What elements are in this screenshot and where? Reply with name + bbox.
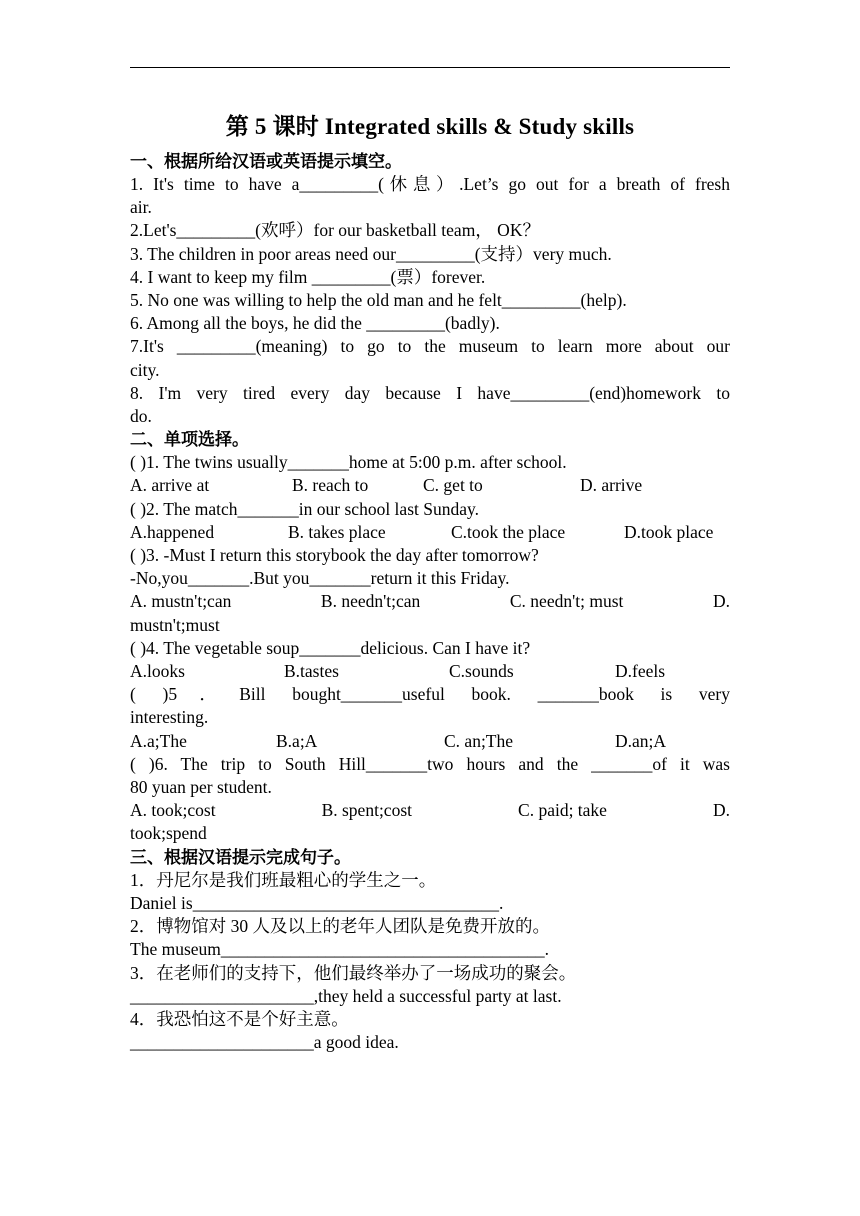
section-heading-fill-blanks: 一、根据所给汉语或英语提示填空。	[130, 152, 402, 171]
option-b: B.a;A	[276, 730, 318, 751]
option-b: B. reach to	[292, 475, 369, 496]
mc-question	[130, 544, 730, 637]
option-a: A. took;cost	[130, 800, 216, 821]
translation-item	[130, 869, 730, 915]
translation-item	[130, 915, 730, 961]
question-stem-cont: interesting.	[130, 707, 209, 728]
option-row	[130, 590, 730, 613]
option-c: C.took the place	[451, 521, 566, 542]
option-row	[130, 730, 730, 753]
section-heading-multiple-choice: 二、单项选择。	[130, 430, 249, 450]
question-stem-cont: -No,you_______.But you_______return it this Friday.	[130, 568, 510, 589]
option-c: C.sounds	[449, 661, 514, 682]
option-a: A. mustn't;can	[130, 591, 232, 612]
mc-question	[130, 637, 730, 683]
option-c: C. an;The	[444, 730, 514, 751]
option-d: D.took place	[624, 521, 714, 542]
english-answer-line: _____________________,they held a successful party at last.	[130, 985, 562, 1006]
chinese-prompt: 2．博物馆对 30 人及以上的老年人团队是免费开放的。	[130, 916, 550, 937]
fill-blank-item: 6. Among all the boys, he did the _________(badly).	[130, 313, 500, 334]
mc-question	[130, 498, 730, 544]
option-row	[130, 660, 730, 683]
option-d: D.an;A	[615, 730, 667, 751]
translation-item	[130, 1008, 730, 1054]
translation-item	[130, 962, 730, 1008]
item-text-cont: air.	[130, 197, 152, 218]
section-heading-translation: 三、根据汉语提示完成句子。	[130, 847, 351, 867]
option-b: B.tastes	[284, 661, 339, 682]
mc-question	[130, 753, 730, 846]
question-stem: ( )3. -Must I return this storybook the day after tomorrow?	[130, 545, 539, 566]
fill-blank-item: 2.Let's_________(欢呼）for our basketball team， OK？	[130, 220, 540, 241]
option-row	[130, 799, 730, 822]
question-stem: ( )1. The twins usually_______home at 5:00 p.m. after school.	[130, 452, 567, 473]
question-stem: ( )5．Bill bought_______useful book. _______book is very	[130, 684, 730, 705]
chinese-prompt: 4．我恐怕这不是个好主意。	[130, 1008, 349, 1029]
english-answer-line: _____________________a good idea.	[130, 1032, 399, 1053]
chinese-prompt: 1．丹尼尔是我们班最粗心的学生之一。	[130, 869, 437, 890]
fill-blank-item	[130, 173, 730, 219]
page-title: 第 5 课时 Integrated skills & Study skills	[225, 114, 635, 139]
option-row	[130, 474, 730, 497]
option-a: A.looks	[130, 661, 185, 682]
option-row	[130, 521, 730, 544]
chinese-prompt: 3．在老师们的支持下，他们最终举办了一场成功的聚会。	[130, 962, 577, 983]
option-b: B. needn't;can	[320, 591, 421, 612]
item-text-cont: do.	[130, 406, 152, 427]
option-c: C. paid; take	[518, 800, 607, 821]
mc-question	[130, 451, 730, 497]
question-stem: ( )4. The vegetable soup_______delicious. Can I have it?	[130, 637, 531, 658]
fill-blank-item	[130, 382, 730, 428]
fill-blank-item	[130, 335, 730, 381]
item-text: 8. I'm very tired every day because I have_________(end)homework to	[130, 382, 730, 403]
fill-blank-item: 4. I want to keep my film _________(票）forever.	[130, 266, 486, 287]
english-answer-line: The museum_____________________________________.	[130, 939, 550, 960]
english-answer-line: Daniel is___________________________________.	[130, 892, 504, 913]
item-text-cont: city.	[130, 359, 160, 380]
option-b: B. takes place	[288, 521, 386, 542]
item-text: 1. It's time to have a_________(休息）.Let’s go out for a breath of fresh	[130, 174, 730, 194]
top-rule	[130, 67, 730, 68]
question-stem-cont: 80 yuan per student.	[130, 777, 272, 798]
option-d: D.	[712, 591, 730, 612]
question-stem: ( )2. The match_______in our school last Sunday.	[130, 498, 479, 519]
fill-blank-item: 3. The children in poor areas need our_________(支持）very much.	[130, 243, 612, 264]
option-d-cont: took;spend	[130, 823, 207, 844]
option-c: C. get to	[423, 475, 483, 496]
worksheet	[130, 112, 730, 1054]
question-stem: ( )6. The trip to South Hill_______two hours and the _______of it was	[130, 753, 730, 774]
option-d: D.	[712, 800, 730, 821]
option-c: C. needn't; must	[509, 591, 624, 612]
mc-question	[130, 683, 730, 753]
option-a: A. arrive at	[130, 475, 210, 496]
option-a: A.happened	[130, 521, 215, 542]
option-d: D.feels	[615, 661, 666, 682]
option-b: B. spent;cost	[321, 800, 412, 821]
option-d-cont: mustn't;must	[130, 614, 220, 635]
fill-blank-item: 5. No one was willing to help the old man and he felt_________(help).	[130, 290, 627, 311]
option-d: D. arrive	[580, 475, 643, 496]
option-a: A.a;The	[130, 730, 187, 751]
item-text: 7.It's _________(meaning) to go to the museum to learn more about our	[130, 336, 730, 357]
